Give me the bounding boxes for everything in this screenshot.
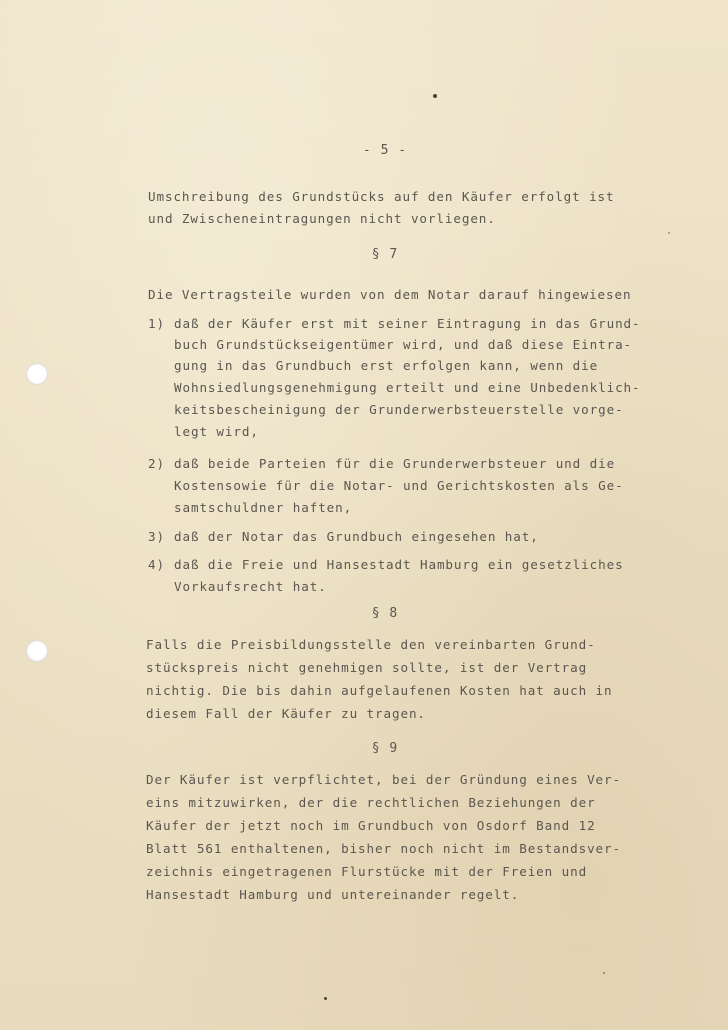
text-line: daß die Freie und Hansestadt Hamburg ein gesetzliches: [174, 557, 624, 572]
text-line: Blatt 561 enthaltenen, bisher noch nicht im Bestandsver-: [146, 841, 621, 856]
list-marker: 1): [148, 316, 165, 331]
text-line: Kostensowie für die Notar- und Gerichtskosten als Ge-: [174, 478, 624, 493]
text-line: Käufer der jetzt noch im Grundbuch von Osdorf Band 12: [146, 818, 596, 833]
list-marker: 3): [148, 529, 165, 544]
text-line: nichtig. Die bis dahin aufgelaufenen Kosten hat auch in: [146, 683, 613, 698]
text-line: buch Grundstückseigentümer wird, und daß diese Eintra-: [174, 337, 633, 352]
text-line: Vorkaufsrecht hat.: [174, 579, 327, 594]
text-line: samtschuldner haften,: [174, 500, 353, 515]
text-line: und Zwischeneintragungen nicht vorliegen.: [148, 211, 496, 226]
text-line: stückspreis nicht genehmigen sollte, ist der Vertrag: [146, 660, 588, 675]
section-heading-7: § 7: [371, 247, 399, 262]
punch-hole: [26, 363, 48, 385]
text-line: diesem Fall der Käufer zu tragen.: [146, 706, 426, 721]
ink-speck: [324, 997, 327, 1000]
list-marker: 2): [148, 456, 165, 471]
text-line: zeichnis eingetragenen Flurstücke mit der Freien und: [146, 864, 588, 879]
ink-speck: [433, 94, 437, 98]
text-line: daß beide Parteien für die Grunderwerbsteuer und die: [174, 456, 616, 471]
text-line: Wohnsiedlungsgenehmigung erteilt und eine Unbedenklich-: [174, 380, 641, 395]
section-heading-9: § 9: [371, 741, 399, 756]
text-line: keitsbescheinigung der Grunderwerbsteuerstelle vorge-: [174, 402, 624, 417]
text-line: daß der Notar das Grundbuch eingesehen hat,: [174, 529, 539, 544]
ink-speck: [603, 972, 605, 974]
text-line: Umschreibung des Grundstücks auf den Käufer erfolgt ist: [148, 189, 615, 204]
text-line: Der Käufer ist verpflichtet, bei der Gründung eines Ver-: [146, 772, 621, 787]
text-line: gung in das Grundbuch erst erfolgen kann, wenn die: [174, 358, 599, 373]
section-heading-8: § 8: [371, 606, 399, 621]
ink-speck: [668, 232, 670, 234]
punch-hole: [26, 640, 48, 662]
text-line: eins mitzuwirken, der die rechtlichen Beziehungen der: [146, 795, 596, 810]
text-line: daß der Käufer erst mit seiner Eintragung in das Grund-: [174, 316, 641, 331]
text-line: Hansestadt Hamburg und untereinander regelt.: [146, 887, 520, 902]
text-line: Die Vertragsteile wurden von dem Notar darauf hingewiesen: [148, 287, 632, 302]
page-number: - 5 -: [362, 143, 408, 158]
text-line: Falls die Preisbildungsstelle den vereinbarten Grund-: [146, 637, 596, 652]
text-line: legt wird,: [174, 424, 259, 439]
list-marker: 4): [148, 557, 165, 572]
